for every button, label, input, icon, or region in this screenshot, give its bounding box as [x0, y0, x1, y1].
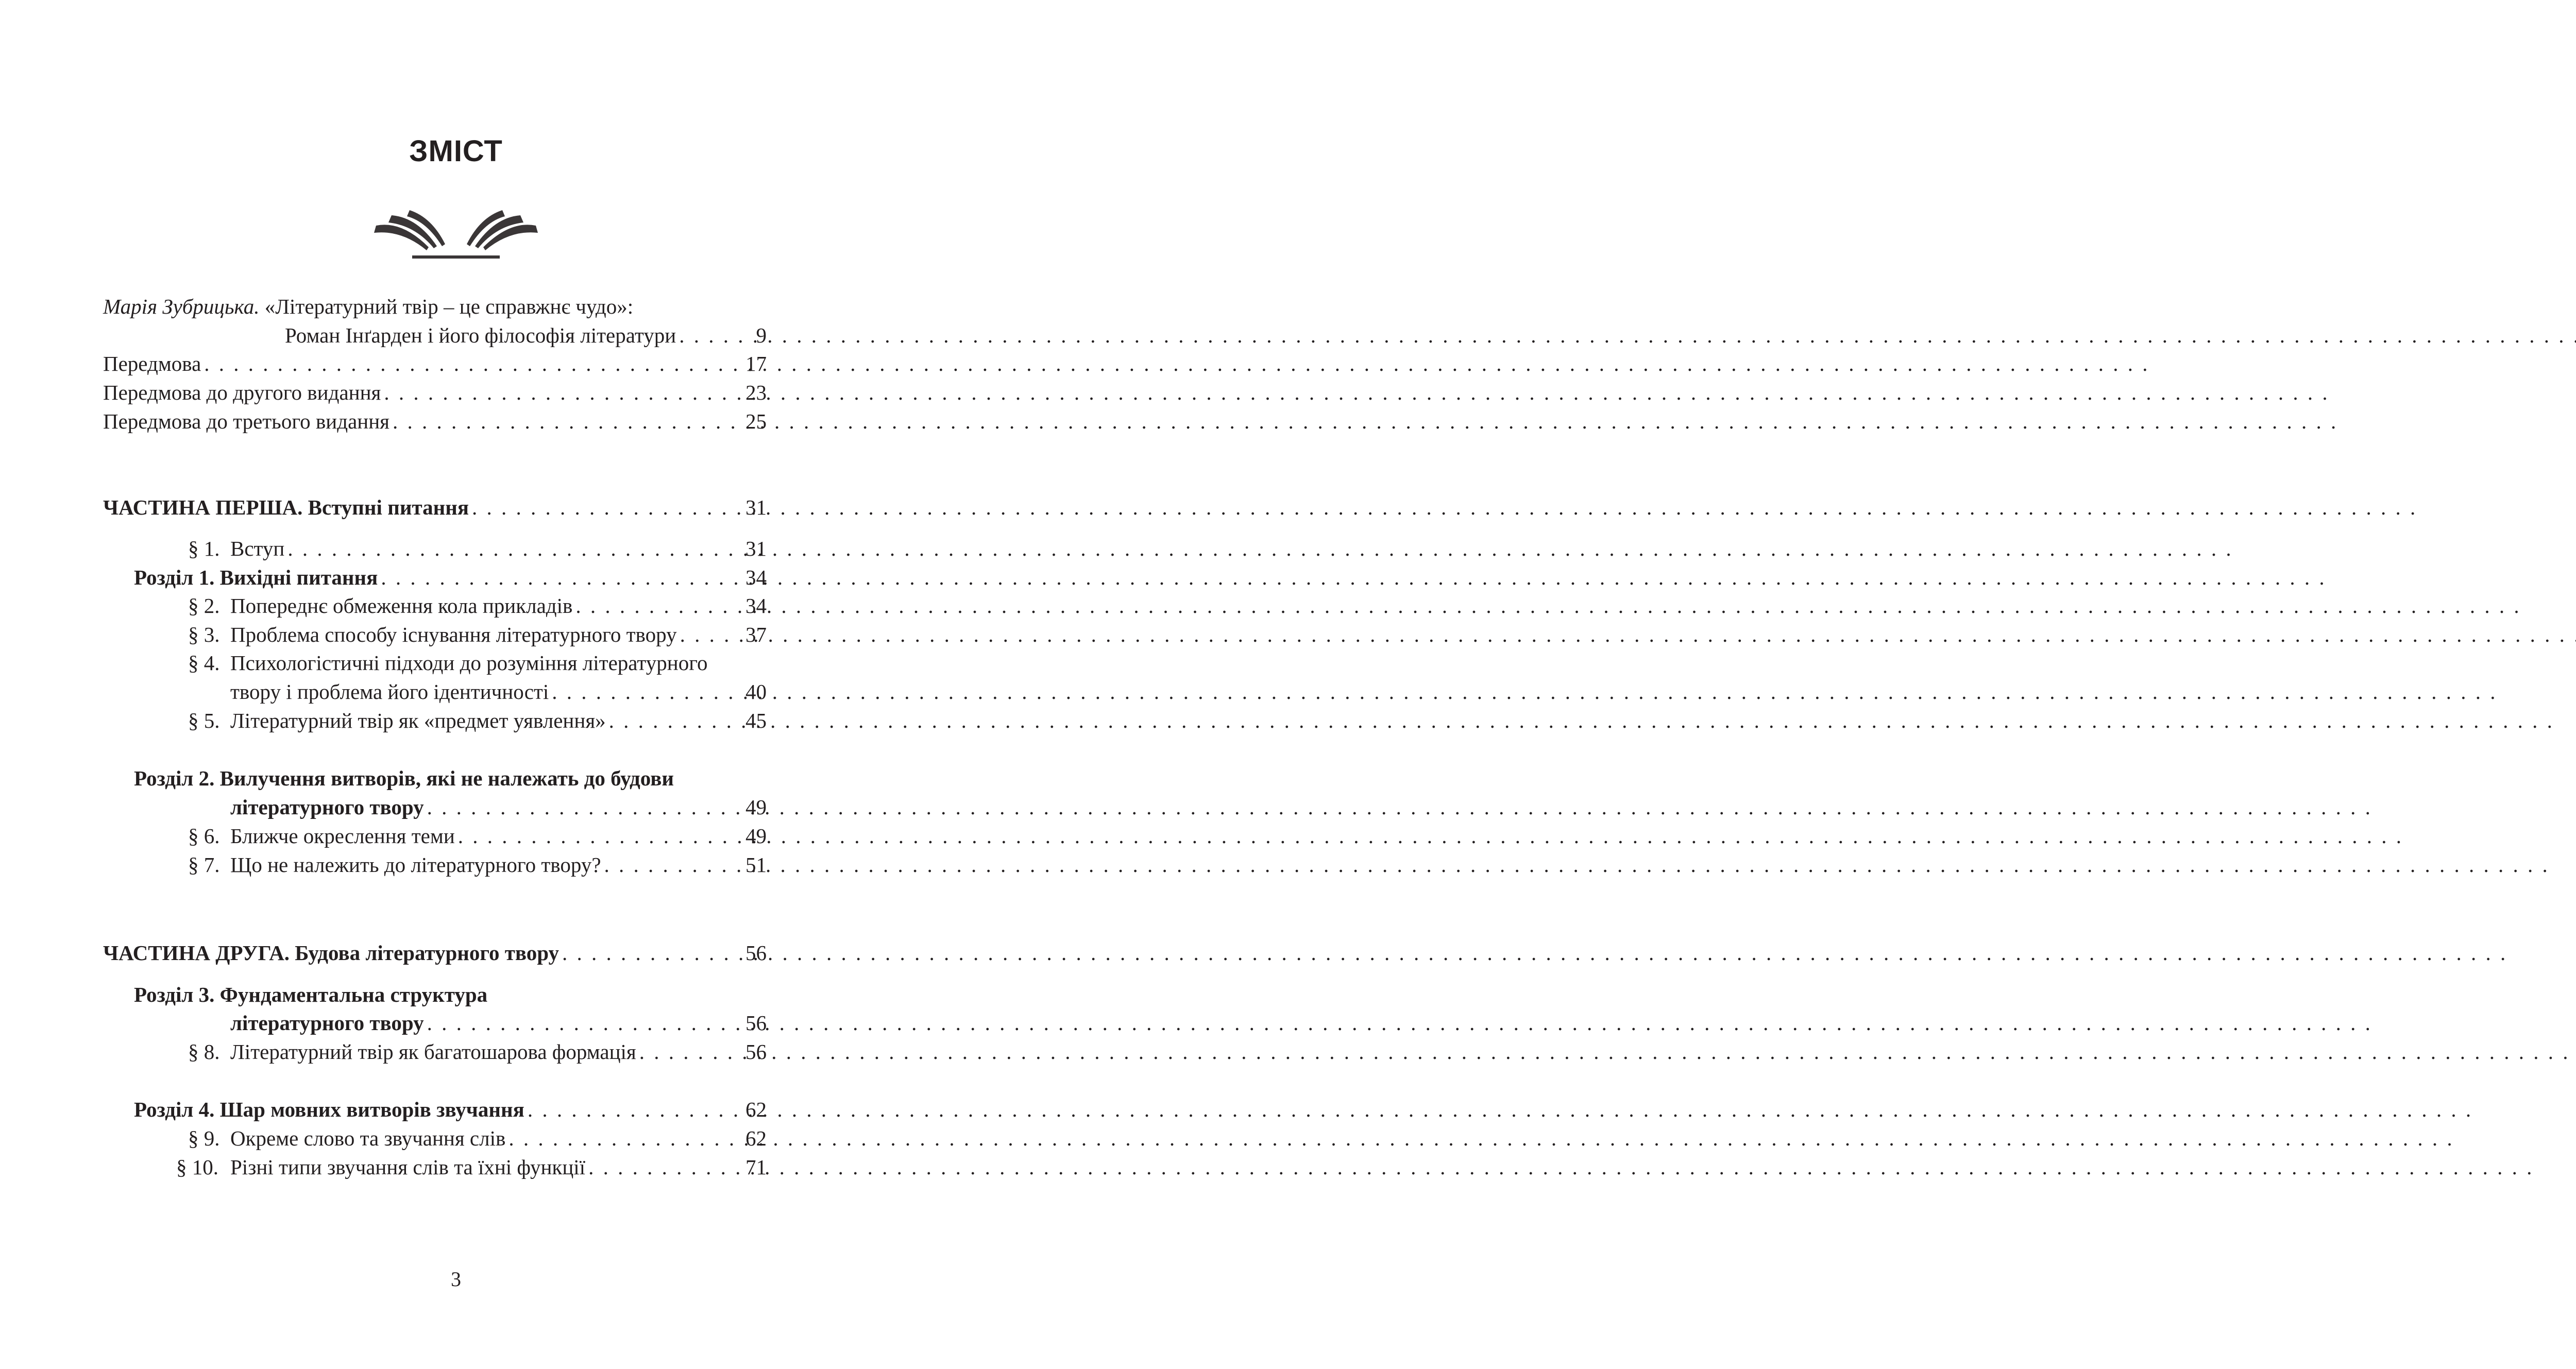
dot-leader [549, 677, 745, 706]
dot-leader [424, 1008, 745, 1037]
toc-section-9[interactable] [188, 1124, 767, 1153]
section-number: § 8. [188, 1040, 220, 1064]
toc-part-label: ЧАСТИНА ПЕРША. Вступні питання [103, 495, 469, 519]
section-number: § 2. [188, 594, 220, 618]
toc-page-number: 9 [756, 323, 767, 347]
toc-section-3[interactable] [188, 620, 767, 649]
dot-leader [284, 534, 745, 563]
dot-leader [524, 1095, 745, 1124]
toc-page-number: 62 [745, 1098, 767, 1121]
toc-entry-preface-second-edition[interactable] [103, 378, 767, 407]
dot-leader [455, 822, 745, 850]
toc-section-4-line1[interactable] [188, 648, 708, 677]
section-number: § 6. [188, 824, 220, 848]
toc-section-2[interactable] [188, 591, 767, 620]
toc-chapter-label-continued: літературного твору [230, 795, 424, 819]
section-number: § 4. [188, 651, 220, 675]
toc-page-number: 45 [745, 709, 767, 732]
toc-page-number: 34 [745, 594, 767, 618]
toc-intro-title: «Літературний твір – це справжнє чудо»: [264, 295, 634, 318]
toc-entry-label: Проблема способу існування літературного твору [230, 623, 677, 646]
toc-entry-label: Вступ [230, 537, 285, 560]
toc-page-number: 40 [745, 680, 767, 704]
toc-part-two[interactable] [103, 938, 767, 967]
dot-leader [585, 1153, 745, 1182]
toc-page-number: 71 [745, 1155, 767, 1179]
toc-section-7[interactable] [188, 850, 767, 879]
toc-chapter-1[interactable] [134, 563, 767, 592]
toc-entry-label: Літературний твір як «предмет уявлення» [230, 709, 606, 732]
toc-entry-preface[interactable] [103, 349, 767, 378]
dot-leader [381, 378, 745, 407]
dot-leader [201, 349, 745, 378]
toc-intro-author: Марія Зубрицька. [103, 295, 260, 318]
toc-page-number: 62 [745, 1126, 767, 1150]
section-number: § 1. [188, 537, 220, 560]
toc-page-number: 37 [745, 623, 767, 646]
toc-entry-label: Різні типи звучання слів та їхні функції [230, 1155, 586, 1179]
toc-entry-label: Літературний твір як багатошарова формація [230, 1040, 636, 1064]
toc-page-number: 49 [745, 824, 767, 848]
toc-section-4-line2[interactable] [230, 677, 767, 706]
toc-page-number: 25 [745, 409, 767, 433]
dot-leader [601, 850, 745, 879]
dot-leader [676, 321, 746, 350]
toc-page-number: 56 [745, 1011, 767, 1035]
toc-entry-preface-third-edition[interactable] [103, 407, 767, 436]
dot-leader [606, 706, 745, 735]
toc-chapter-3-line1[interactable]: Розділ 3. Фундаментальна структура [134, 983, 488, 1006]
page-number: 3 [451, 1268, 461, 1291]
toc-intro-line1 [103, 292, 633, 321]
toc-page-number: 34 [745, 566, 767, 589]
toc-entry-label: Передмова до третього видання [103, 409, 390, 433]
toc-entry-label: Передмова [103, 352, 201, 375]
toc-chapter-2-line2[interactable] [230, 793, 767, 822]
toc-chapter-label-continued: літературного твору [230, 1011, 424, 1035]
toc-section-8[interactable] [188, 1037, 767, 1066]
toc-page-number: 51 [745, 853, 767, 877]
toc-section-6[interactable] [188, 822, 767, 850]
dot-leader [677, 620, 745, 649]
dot-leader [469, 493, 745, 522]
toc-page-number: 17 [745, 352, 767, 375]
toc-entry-label: Окреме слово та звучання слів [230, 1126, 506, 1150]
dot-leader [424, 793, 745, 822]
toc-chapter-label: Розділ 4. Шар мовних витворів звучання [134, 1098, 524, 1121]
toc-section-1[interactable] [188, 534, 767, 563]
toc-chapter-label: Розділ 1. Вихідні питання [134, 566, 378, 589]
toc-intro-subtitle: Роман Інґарден і його філософія літератури [285, 323, 676, 347]
toc-page-number: 31 [745, 537, 767, 560]
dot-leader [389, 407, 745, 436]
toc-entry-label: Що не належить до літературного твору? [230, 853, 601, 877]
toc-entry-label: Ближче окреслення теми [230, 824, 455, 848]
toc-chapter-2-line1[interactable]: Розділ 2. Вилучення витворів, які не належать до будови [134, 766, 674, 790]
toc-entry-label: Психологістичні підходи до розуміння літературного [230, 651, 708, 675]
toc-part-label: ЧАСТИНА ДРУГА. Будова літературного твору [103, 941, 560, 965]
page-title: ЗМІСТ [409, 134, 503, 168]
toc-entry-label: Попереднє обмеження кола прикладів [230, 594, 573, 618]
toc-page-number: 31 [745, 495, 767, 519]
toc-page-number: 56 [745, 1040, 767, 1064]
section-number: § 7. [188, 853, 220, 877]
section-number: § 10. [176, 1155, 218, 1179]
dot-leader [572, 591, 745, 620]
toc-chapter-3-line2[interactable] [230, 1008, 767, 1037]
dot-leader [636, 1037, 745, 1066]
dot-leader [559, 938, 745, 967]
toc-entry-label-continued: твору і проблема його ідентичності [230, 680, 549, 704]
toc-section-10[interactable] [176, 1153, 767, 1182]
section-number: § 5. [188, 709, 220, 732]
toc-part-one[interactable] [103, 493, 767, 522]
dot-leader [378, 563, 745, 592]
section-number: § 9. [188, 1126, 220, 1150]
dot-leader [505, 1124, 745, 1153]
toc-intro-line2[interactable] [285, 321, 767, 350]
toc-page-number: 56 [745, 941, 767, 965]
table-of-contents [0, 0, 912, 1369]
toc-entry-label: Передмова до другого видання [103, 381, 381, 404]
toc-page-number: 49 [745, 795, 767, 819]
toc-page-number: 23 [745, 381, 767, 404]
toc-chapter-4[interactable] [134, 1095, 767, 1124]
toc-section-5[interactable] [188, 706, 767, 735]
section-number: § 3. [188, 623, 220, 646]
